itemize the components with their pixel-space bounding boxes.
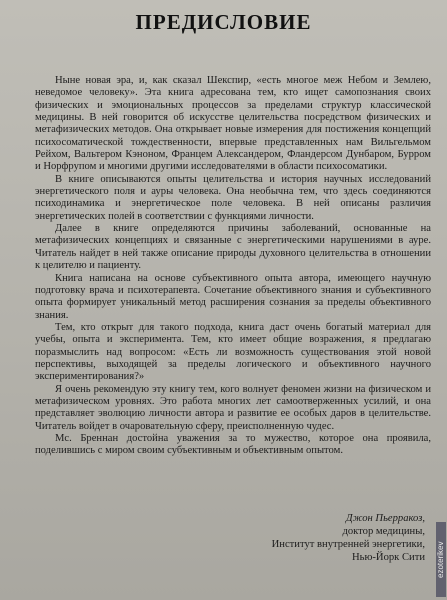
paragraph-2: В книге описываются опыты целительства и история научных исследований энергетического поля и ауры человека. Она необычна тем, что здесь соединяются психодинамика и энергетическое поле человека. В ней описаны различия энергетических полей в соответствии с функциями личности. [35,173,431,222]
signature-institute: Институт внутренней энергетики, [271,539,425,550]
signature-title: доктор медицины, [342,526,425,537]
signature-city: Нью-Йорк Сити [352,552,425,563]
paragraph-3: Далее в книге определяются причины заболеваний, основанные на метафизических концепциях и связанные с энергетическими нарушениями в ауре. Читатель найдет в ней также описание природы духовного целительства в отношении к целителю и пациенту. [35,223,431,272]
preface-body [35,75,431,458]
paragraph-6: Я очень рекомендую эту книгу тем, кого волнует феномен жизни на физическом и метафизическом уровнях. Это работа многих лет самоотверженных усилий, и она представляет эволюцию личности автора и развитие ее особых даров в целительстве. Читатель войдет в очаровательную сферу, преисполненную чудес. [35,383,431,432]
signature-block [165,512,425,564]
page-title: ПРЕДИСЛОВИЕ [135,10,312,34]
watermark: ezoterikev [436,522,446,597]
paragraph-1: Ныне новая эра, и, как сказал Шекспир, «есть многое меж Небом и Землею, неведомое человеку». Эта книга адресована тем, кто ищет самопознания своих физических и эмоциональных процессов за пределами структур классической медицины. В ней говорится об искусстве целительства посредством физических и метафизических методов. Она открывает новые измерения для постижения концепций психосоматической тождественности, впервые представленных нам Вильгельмом Рейхом, Вальтером Кэноном, Францем Александером, Фландерсом Дунбаром, Бурром и Норфрупом и многими другими исследователями в области психосоматики. [35,75,431,173]
paragraph-5: Тем, кто открыт для такого подхода, книга даст очень богатый материал для учебы, опыта и эксперимента. Тем, кто имеет общие возражения, я предлагаю поразмыслить над вопросом: «Есть ли возможность существования этой новой перспективы, выходящей за пределы логического и объективного научного экспериментирования?» [35,321,431,383]
signature-name: Джон Пьерракоз, [345,513,425,524]
paragraph-4: Книга написана на основе субъективного опыта автора, имеющего научную подготовку врача и психотерапевта. Сочетание объективного знания и субъективного опыта формирует уникальный метод расширения сознания за пределы объективного знания. [35,272,431,321]
paragraph-7: Мс. Бреннан достойна уважения за то мужество, которое она проявила, поделившись с миром своим субъективным и объективным опытом. [35,432,431,457]
